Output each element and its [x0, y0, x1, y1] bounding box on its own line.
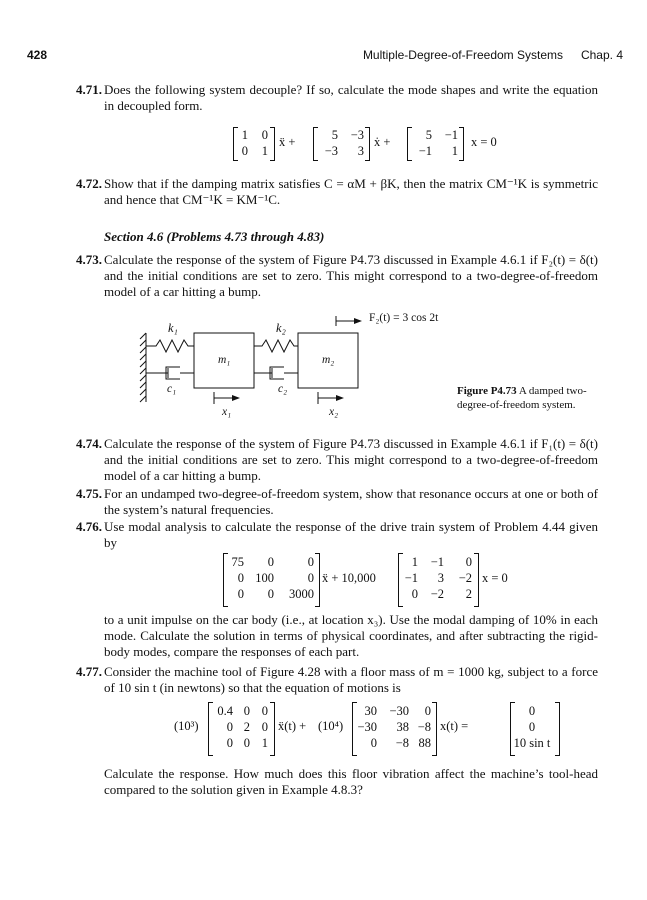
- matrix-cell: 0: [424, 704, 431, 718]
- spring-1: [146, 340, 194, 352]
- matrix-cell: 1: [411, 555, 418, 569]
- problem-text: Consider the machine tool of Figure 4.28 with a floor mass of m = 1000 kg, subject to a force of 10 sin t (in newtons) so that the equation of motions is: [104, 664, 598, 695]
- damper-1: [146, 367, 194, 379]
- matrix-cell: 0: [307, 571, 314, 585]
- matrix-cell: −1: [430, 555, 444, 569]
- problem-4-75: [76, 486, 598, 518]
- matrix-cell: 10 sin t: [513, 736, 551, 750]
- matrix-cell: 0: [411, 587, 418, 601]
- matrix-cell: 0: [243, 704, 250, 718]
- matrix-cell: 3: [357, 144, 364, 158]
- x2-label: x₂: [329, 406, 339, 418]
- c1-label: c₁: [167, 383, 177, 395]
- matrix-cell: 0: [261, 128, 268, 142]
- running-title: Multiple-Degree-of-Freedom Systems: [362, 48, 563, 62]
- matrix-cell: 3000: [289, 587, 314, 601]
- matrix-cell: −3: [324, 144, 338, 158]
- problem-number: 4.75.: [76, 486, 102, 501]
- caption-text: A damped two-degree-of-freedom system.: [457, 385, 587, 411]
- matrix-cell: 30: [364, 704, 377, 718]
- matrix-cell: 3: [437, 571, 444, 585]
- problem-text: Does the following system decouple? If so, calculate the mode shapes and write the equation in decoupled form.: [104, 82, 598, 113]
- matrix-cell: −8: [395, 736, 409, 750]
- page-number: 428: [27, 48, 48, 62]
- problem-number: 4.77.: [76, 664, 102, 679]
- matrix-cell: 0: [241, 144, 248, 158]
- matrix-cell: −2: [430, 587, 444, 601]
- matrix-cell: −1: [404, 571, 418, 585]
- chapter-label: Chap. 4: [580, 48, 623, 62]
- problem-4-76: [76, 519, 598, 551]
- spring-2: [254, 340, 298, 352]
- matrix-cell: −30: [389, 704, 409, 718]
- operator: ẍ +: [279, 135, 296, 149]
- k1-label: k₁: [168, 321, 178, 335]
- operator: ẍ + 10,000: [322, 571, 376, 585]
- problem-number: 4.72.: [76, 176, 102, 191]
- problem-4-76-continued: [104, 612, 598, 660]
- problem-number: 4.76.: [76, 519, 102, 534]
- matrix-cell: 75: [231, 555, 244, 569]
- matrix-cell: 0.4: [217, 704, 233, 718]
- matrix-cell: 5: [331, 128, 338, 142]
- problem-number: 4.71.: [76, 82, 102, 97]
- matrix-cell: 0: [528, 720, 536, 734]
- problem-text: Use modal analysis to calculate the response of the drive train system of Problem 4.44 given by: [104, 519, 598, 550]
- problem-text: Calculate the response of the system of Figure P4.73 discussed in Example 4.6.1 if F₂(t) = δ(t) and the initial conditions are set to zero. This might correspond to a two-degree-of-freedom model of a car hitting a bump.: [104, 252, 598, 299]
- operator: x = 0: [482, 571, 508, 585]
- matrix-cell: 1: [241, 128, 248, 142]
- problem-text: Calculate the response. How much does this floor vibration affect the machine’s tool-head compared to the solution given in Example 4.8.3?: [104, 766, 598, 797]
- coefficient: (10⁴): [318, 719, 344, 733]
- matrix-cell: 0: [226, 720, 233, 734]
- problem-text: Calculate the response of the system of Figure P4.73 discussed in Example 4.6.1 if F₁(t) = δ(t) and the initial conditions are set to zero. This might correspond to a two-degree-of-freedom model of a car hitting a bump.: [104, 436, 598, 483]
- matrix-cell: 0: [307, 555, 314, 569]
- k2-label: k₂: [276, 321, 286, 335]
- matrix-cell: 1: [261, 736, 268, 750]
- matrix-cell: 0: [261, 720, 268, 734]
- matrix-cell: 100: [255, 571, 274, 585]
- caption-label: Figure P4.73: [457, 385, 517, 397]
- problem-4-72: [76, 176, 598, 208]
- matrix-cell: 0: [528, 704, 536, 718]
- force-label: F₂(t) = 3 cos 2t: [369, 312, 439, 324]
- m2-label: m₂: [322, 354, 335, 366]
- matrix-cell: −2: [458, 571, 472, 585]
- matrix-cell: 0: [465, 555, 472, 569]
- matrix-cell: 5: [425, 128, 432, 142]
- problem-text: to a unit impulse on the car body (i.e., at location x₃). Use the modal damping of 10% in each mode. Calculate the solution in terms of physical coordinates, and after subtracting the rigid-body modes, compare the responses of each part.: [104, 612, 598, 659]
- matrix-cell: 1: [451, 144, 458, 158]
- problem-4-74: [76, 436, 598, 484]
- matrix-cell: −30: [357, 720, 377, 734]
- c2-label: c₂: [278, 383, 288, 395]
- matrix-cell: 0: [243, 736, 250, 750]
- damper-2: [254, 367, 298, 379]
- section-heading: Section 4.6 (Problems 4.73 through 4.83): [104, 229, 325, 244]
- problem-number: 4.74.: [76, 436, 102, 451]
- problem-number: 4.73.: [76, 252, 102, 267]
- m1-label: m₁: [218, 354, 231, 366]
- problem-4-71: [76, 82, 598, 114]
- figure-caption: [457, 384, 597, 412]
- x1-label: x₁: [222, 406, 232, 418]
- matrix-cell: 0: [261, 704, 268, 718]
- operator: x(t) =: [440, 719, 469, 733]
- matrix-cell: 0: [370, 736, 377, 750]
- operator: x = 0: [471, 135, 497, 149]
- matrix-cell: 0: [226, 736, 233, 750]
- matrix-cell: −1: [418, 144, 432, 158]
- problem-text: Show that if the damping matrix satisfies C = αM + βK, then the matrix CM⁻¹K is symmetric and hence that CM⁻¹K = KM⁻¹C.: [104, 176, 598, 207]
- matrix-cell: −3: [350, 128, 364, 142]
- matrix-cell: −1: [444, 128, 458, 142]
- matrix-cell: 88: [418, 736, 431, 750]
- matrix-cell: 1: [261, 144, 268, 158]
- matrix-cell: 0: [267, 555, 274, 569]
- coefficient: (10³): [174, 719, 199, 733]
- problem-4-73: [76, 252, 598, 300]
- page-header: [27, 48, 623, 66]
- matrix-cell: 0: [237, 587, 244, 601]
- problem-4-77: [76, 664, 598, 696]
- operator: ẍ(t) +: [278, 719, 307, 733]
- matrix-cell: 0: [267, 587, 274, 601]
- wall-hatch: [140, 333, 146, 402]
- matrix-cell: 38: [396, 720, 409, 734]
- problem-4-77-continued: [104, 766, 598, 798]
- matrix-cell: 2: [243, 720, 250, 734]
- problem-text: For an undamped two-degree-of-freedom system, show that resonance occurs at one or both of the system’s natural frequencies.: [104, 486, 598, 517]
- operator: ẋ +: [374, 135, 391, 149]
- matrix-cell: −8: [417, 720, 431, 734]
- matrix-cell: 0: [237, 571, 244, 585]
- matrix-cell: 2: [465, 587, 472, 601]
